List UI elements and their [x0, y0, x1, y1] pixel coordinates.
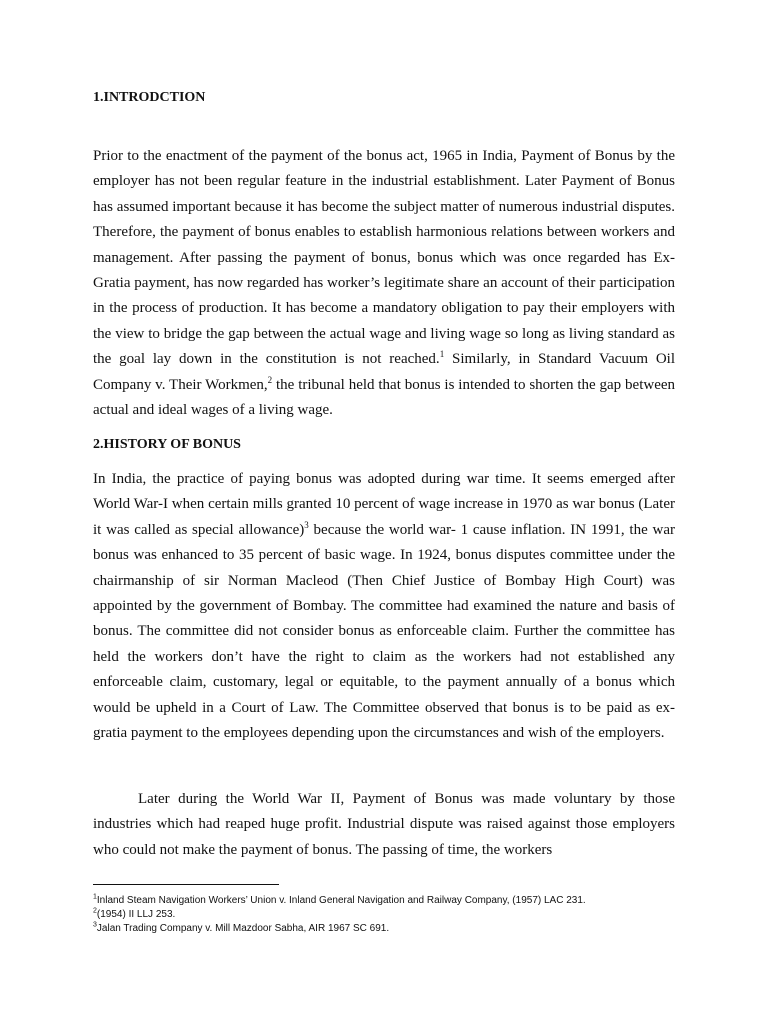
- section-heading-history: 2.HISTORY OF BONUS: [93, 437, 241, 452]
- introduction-text-c: the tribunal held that bonus is intended to shorten the gap between actual and ideal wages of a living wage.: [93, 376, 676, 419]
- history-text-a: In India, the practice of paying bonus was adopted during war time. It seems emerged after World War-I when certain mills granted 10 percent of wage increase in 1970 as war bonus (Later it was called as special allowance): [93, 471, 675, 538]
- footnote-text: (1954) II LLJ 253.: [96, 909, 176, 920]
- footnote-ref-2[interactable]: 2: [267, 374, 273, 385]
- footnote-text: Inland Steam Navigation Workers’ Union v. Inland General Navigation and Railway Company, (1957) LAC 231.: [96, 895, 586, 906]
- introduction-paragraph: [93, 144, 675, 423]
- introduction-text-a: Prior to the enactment of the payment of the bonus act, 1965 in India, Payment of Bonus by the employer has not been regular feature in the industrial establishment. Later Payment of Bonus has assumed important because it has become the subject matter of numerous industrial disputes. Therefore, the payment of bonus enables to establish harmonious relations between workers and management. After passing the payment of bonus, bonus which was once regarded has Ex- Gratia payment, has now regarded has worker’s legitimate share an account of their participation in the process of production. It has become a mandatory obligation to pay their employers with the view to bridge the gap between the actual wage and living wage so long as living standard as the goal lay down in the constitution is not reached.: [93, 148, 675, 368]
- section-heading-introduction: 1.INTRODCTION: [93, 90, 206, 105]
- footnote-1: [93, 894, 693, 908]
- history-paragraph-1: [93, 467, 675, 746]
- footnote-number: 2: [93, 907, 97, 915]
- footnote-separator: [93, 884, 279, 885]
- footnote-2: [93, 908, 693, 922]
- footnote-number: 3: [93, 921, 97, 929]
- footnote-ref-3[interactable]: 3: [304, 519, 309, 530]
- footnote-number: 1: [93, 893, 97, 901]
- footnote-3: [93, 922, 693, 936]
- introduction-text-b: Similarly, in Standard Vacuum Oil Company v. Their Workmen,: [93, 351, 675, 393]
- footnote-ref-1[interactable]: 1: [439, 349, 445, 360]
- history-text-b: because the world war- 1 cause inflation. IN 1991, the war bonus was enhanced to 35 percent of basic wage. In 1924, bonus disputes committee under the chairmanship of sir Norman Macleod (Then Chief Justice of Bombay High Court) was appointed by the government of Bombay. The committee had examined the nature and basis of bonus. The committee did not consider bonus as enforceable claim. Further the committee has held the workers don’t have the right to claim as the workers had not established any enforceable claim, customary, legal or equitable, to the payment annually of a bonus which would be upheld in a Court of Law. The Committee observed that bonus is to be paid as ex-gratia payment to the employees depending upon the circumstances and wish of the employers.: [93, 521, 675, 742]
- footnotes: [93, 894, 693, 936]
- history-paragraph-2: Later during the World War II, Payment of Bonus was made voluntary by those industries which had reaped huge profit. Industrial dispute was raised against those employers who could not make the payment of bonus. The passing of time, the workers: [93, 791, 675, 858]
- footnote-text: Jalan Trading Company v. Mill Mazdoor Sabha, AIR 1967 SC 691.: [96, 923, 390, 934]
